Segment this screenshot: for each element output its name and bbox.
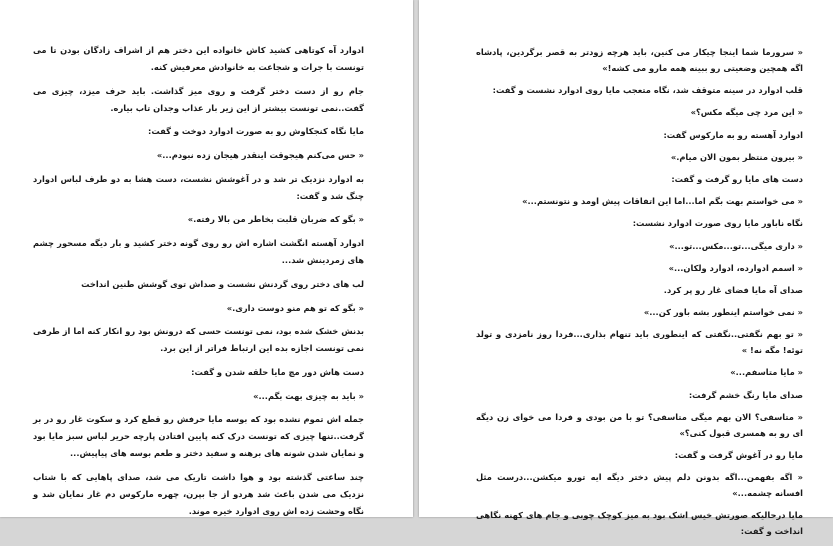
page-text-right bbox=[476, 45, 803, 546]
paragraph: « اگه بفهمن...اگه بدونن دلم پیش دختر دیگه ایه تورو میکشن...درست مثل افسانه چشمه...» bbox=[476, 472, 803, 499]
paragraph: مایا درحالیکه صورتش خیس اشک بود به میز کوچک چوبی و جام های کهنه نگاهی انداخت و گفت: bbox=[476, 510, 803, 537]
paragraph: مایا نگاه کنجکاوش رو به صورت ادوارد دوخت و گفت: bbox=[148, 126, 364, 137]
paragraph: « این مرد چی میگه مکس؟» bbox=[690, 107, 803, 118]
paragraph: « بگو که تو هم منو دوست داری.» bbox=[226, 302, 364, 313]
paragraph: بدنش خشک شده بود، نمی تونست حسی که درونش بود رو انکار کنه اما از طرفی نمی تونست اجازه بده این ارتباط فراتر از این برد. bbox=[33, 326, 364, 354]
paragraph: نگاه ناباور مایا روی صورت ادوارد نشست: bbox=[632, 218, 803, 229]
paragraph: ادوارد آه کوتاهی کشید کاش خانواده این دختر هم از اشراف زادگان بودن تا می تونست با جرات و شجاعت به خانوادش معرفیش کنه. bbox=[33, 45, 364, 72]
paragraph: صدای آه مایا فضای غار رو پر کرد. bbox=[663, 284, 803, 295]
paragraph: دست هاش دور مچ مایا حلقه شدن و گفت: bbox=[191, 366, 364, 377]
paragraph: لب های دختر روی گردنش نشست و صداش توی گوشش طنین انداخت bbox=[81, 278, 364, 289]
paragraph: به ادوارد نزدیک تر شد و در آغوشش نشست، دست هشا به دو طرف لباس ادوارد چنگ شد و گفت: bbox=[33, 173, 364, 201]
paragraph: جمله اش تموم نشده بود که بوسه مایا حرفش رو قطع کرد و سکوت غار رو در بر گرفت..تنها چیزی که تونست درک کنه پایین افتادن پارچه حریر لباس سبز مایا بود و نمایان شدن شونه های برهنه و سفید دختر و طعم بوسه های پیاپیش... bbox=[33, 414, 364, 459]
paragraph: « سرورما شما اینجا چیکار می کنین، باید هرچه زودتر به قصر برگردین، پادشاه اگه همچین وضعیتی رو ببینه همه مارو می کشه!» bbox=[476, 47, 803, 73]
paragraph: چند ساعتی گذشته بود و هوا داشت تاریک می شد، صدای پاهایی که با شتاب نزدیک می شدن باعث شد هردو از جا بپرن، چهره مارکوس دم غار نمایان شد و نگاه وحشت زده اش روی ادوارد خیره موند. bbox=[33, 471, 364, 516]
paragraph: « بیرون منتظر بمون الان میام.» bbox=[670, 151, 803, 162]
paragraph: مایا رو در آغوش گرفت و گفت: bbox=[674, 449, 803, 460]
paragraph: « حس می‌کنم هیجوقت اینقدر هیجان زده نبودم...» bbox=[156, 150, 364, 161]
paragraph: صدای مایا رنگ خشم گرفت: bbox=[688, 389, 803, 400]
paragraph: « می خواستم بهت بگم اما...اما این اتفاقات پیش اومد و نتونستم...» bbox=[522, 196, 803, 207]
document-page-right bbox=[419, 0, 833, 537]
paragraph: « نمی خواستم اینطور بشه باور کن...» bbox=[643, 307, 803, 318]
document-page-left bbox=[0, 0, 413, 517]
paragraph: دست های مایا رو گرفت و گفت: bbox=[671, 173, 803, 184]
paragraph: « تو بهم نگفتی..نگفتی که اینطوری باید تنهام بذاری...فردا روز نامزدی و تولد توئه! مگه نه! » bbox=[476, 329, 803, 356]
paragraph: « مایا متاسفم...» bbox=[730, 367, 803, 378]
paragraph: « باید به چیزی بهت بگم...» bbox=[253, 390, 364, 401]
paragraph: « متاسفی؟ الان بهم میگی متاسفی؟ تو با من بودی و فردا می خوای زن دیگه ای رو به همسری قبول کنی؟» bbox=[476, 411, 803, 438]
paragraph: ادوارد آهسته انگشت اشاره اش رو روی گونه دختر کشید و بار دیگه مسحور چشم های زمردینش شد... bbox=[33, 238, 364, 266]
paragraph: قلب ادوارد در سینه متوقف شد، نگاه متعجب مایا روی ادوارد نشست و گفت: bbox=[492, 85, 803, 96]
paragraph: « داری میگی...تو...مکس...تو...» bbox=[669, 240, 803, 251]
paragraph: جام رو از دست دختر گرفت و روی میز گذاشت. باید حرف میزد، چیزی می گفت..نمی تونست بیشتر از این زیر بار عذاب وجدان تاب بیاره. bbox=[33, 85, 364, 113]
paragraph: « بگو که ضربان قلبت بخاطر من بالا رفته.» bbox=[187, 214, 364, 225]
page-text-left bbox=[33, 42, 364, 527]
paragraph: « اسمم ادوارده، ادوارد ولکان...» bbox=[668, 262, 803, 273]
paragraph: ادوارد آهسته رو به مارکوس گفت: bbox=[663, 129, 803, 140]
